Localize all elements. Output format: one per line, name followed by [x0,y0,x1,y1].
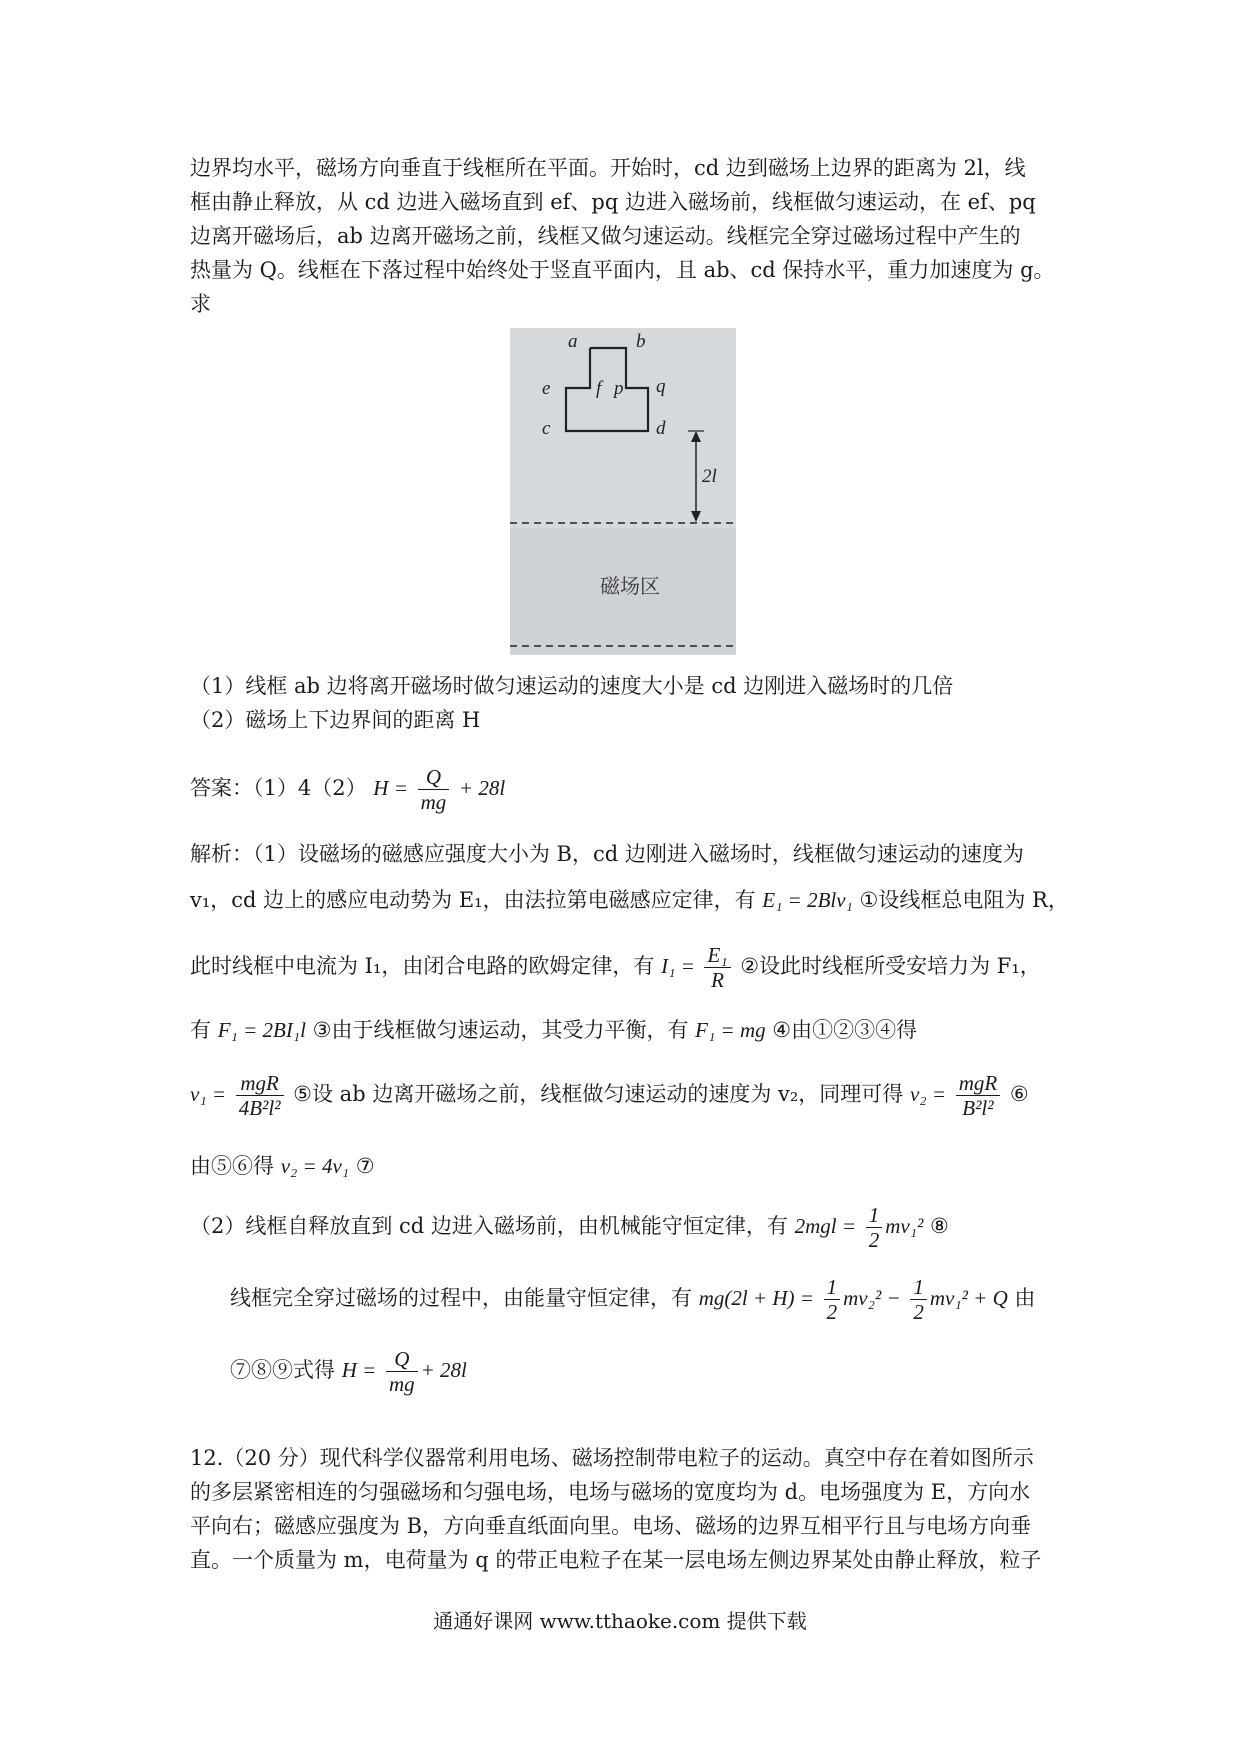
analysis-line-5: v₁ = $\frac{\text{mgR}}{\text{4B²l²}}$ ⑤设 ab 边离开磁场之前，线框做匀速运动的速度为 v₂，同理可得 v₂ = $\frac{\text{mgR}}{\text{B²l²}}$ ⑥ [190,1071,1029,1120]
label-region: 磁场区 [600,574,660,598]
answer-fraction: $\frac{Q}{mg}$ [418,765,450,814]
problem12-line-3: 平向右；磁感应强度为 B，方向垂直纸面向里。电场、磁场的边界互相平行且与电场方向垂 [190,1514,1032,1538]
answer-prefix: 答案：（1）4（2） [190,776,367,800]
problem12-line-4: 直。一个质量为 m，电荷量为 q 的带正电粒子在某一层电场左侧边界某处由静止释放，粒子 [190,1548,1042,1572]
label-e: e [542,378,551,399]
analysis-line-6: 由⑤⑥得 v₂ = 4v₁ ⑦ [190,1154,375,1178]
intro-line-1: 边界均水平，磁场方向垂直于线框所在平面。开始时，cd 边到磁场上边界的距离为 2l，线 [190,156,1026,180]
label-p: p [614,378,624,399]
label-c: c [542,418,551,439]
intro-line-4: 热量为 Q。线框在下落过程中始终处于竖直平面内，且 ab、cd 保持水平，重力加速度为 g。 [190,258,1055,282]
label-distance: 2l [702,466,717,487]
intro-line-2: 框由静止释放，从 cd 边进入磁场直到 ef、pq 边进入磁场前，线框做匀速运动，在 ef、pq [190,190,1036,214]
problem12-line-2: 的多层紧密相连的匀强磁场和匀强电场，电场与磁场的宽度均为 d。电场强度为 E，方向水 [190,1480,1031,1504]
analysis-line-3: 此时线框中电流为 I₁，由闭合电路的欧姆定律，有 I₁ = $\frac{\text{E₁}}{R}$ ②设此时线框所受安培力为 F₁， [190,943,1041,992]
answer-h-lhs: H = [373,776,408,800]
label-d: d [656,418,666,439]
analysis-line-2: v₁，cd 边上的感应电动势为 E₁，由法拉第电磁感应定律，有 E₁ = 2Blv₁ ①设线框总电阻为 R， [190,888,1069,912]
intro-line-3: 边离开磁场后，ab 边离开磁场之前，线框又做匀速运动。线框完全穿过磁场过程中产生的 [190,224,1021,248]
label-a: a [568,331,578,352]
intro-line-5: 求 [190,292,211,316]
question-1: （1）线框 ab 边将离开磁场时做匀速运动的速度大小是 cd 边刚进入磁场时的几倍 [190,674,954,698]
label-b: b [636,331,646,352]
problem12-line-1: 12.（20 分）现代科学仪器常利用电场、磁场控制带电粒子的运动。真空中存在着如图所示 [190,1446,1034,1470]
answer-line [190,762,505,814]
label-q: q [656,376,666,397]
analysis-part2-line-2: 线框完全穿过磁场的过程中，由能量守恒定律，有 mg(2l + H) = $\frac{1}{2}$ mv₂² − $\frac{1}{2}$ mv₁² + Q 由 [230,1275,1036,1324]
wire-frame-figure [510,328,736,655]
analysis-line-1: 解析：（1）设磁场的磁感应强度大小为 B，cd 边刚进入磁场时，线框做匀速运动的速度为 [190,842,1024,866]
analysis-part2-line-1: （2）线框自释放直到 cd 边进入磁场前，由机械能守恒定律，有 2mgl = $\frac{1}{2}$ mv₁² ⑧ [190,1203,949,1252]
page-footer: 通通好课网 www.tthaoke.com 提供下载 [433,1609,807,1633]
question-2: （2）磁场上下边界间的距离 H [190,708,481,732]
analysis-part2-line-3: ⑦⑧⑨式得 H = $\frac{Q}{mg}$ + 28l [230,1347,467,1396]
analysis-line-4: 有 F₁ = 2BI₁l ③由于线框做匀速运动，其受力平衡，有 F₁ = mg ④由①②③④得 [190,1018,918,1042]
label-f: f [596,378,602,399]
wire-frame-diagram [510,328,736,655]
answer-h-rest: + 28l [458,776,506,800]
